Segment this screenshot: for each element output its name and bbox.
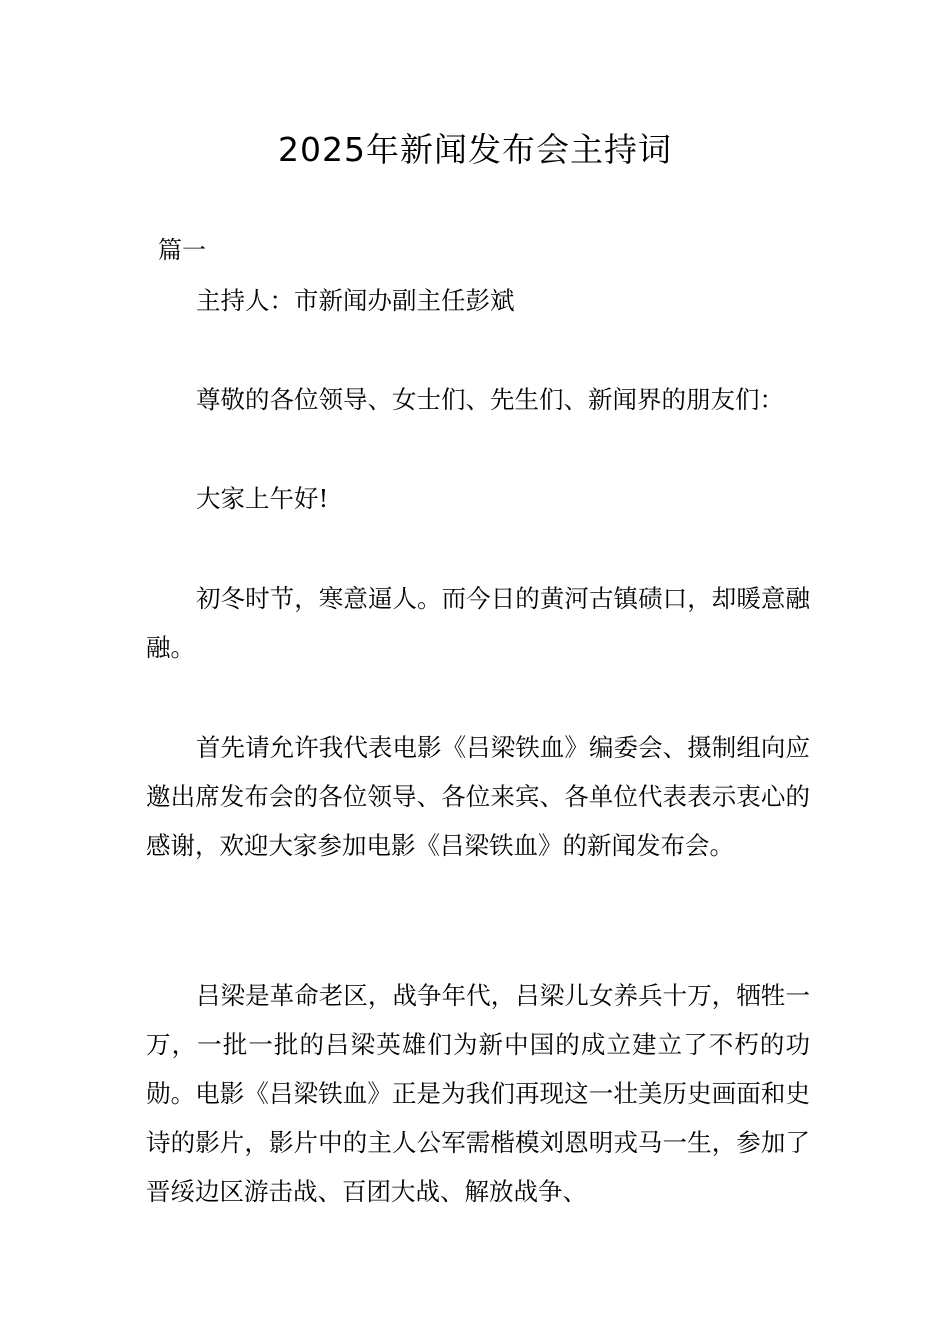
paragraph-good-morning: 大家上午好! [196,484,329,513]
paragraph-host: 主持人：市新闻办副主任彭斌 [196,286,515,315]
paragraph-opening: 初冬时节，寒意逼人。而今日的黄河古镇碛口，却暖意融融。 [146,584,810,662]
section-label: 篇一 [158,236,206,264]
document-title: 2025年新闻发布会主持词 [278,130,672,169]
paragraph-background: 吕梁是革命老区，战争年代，吕梁儿女养兵十万，牺牲一万，一批一批的吕梁英雄们为新中国的成立建立了不朽的功勋。电影《吕梁铁血》正是为我们再现这一壮美历史画面和史诗的影片，影片中的主人公军需楷模刘恩明戎马一生，参加了晋绥边区游击战、百团大战、解放战争、 [146,981,810,1206]
paragraph-greeting: 尊敬的各位领导、女士们、先生们、新闻界的朋友们： [196,385,784,414]
paragraph-thanks: 首先请允许我代表电影《吕梁铁血》编委会、摄制组向应邀出席发布会的各位领导、各位来宾、各单位代表表示衷心的感谢，欢迎大家参加电影《吕梁铁血》的新闻发布会。 [146,733,810,860]
